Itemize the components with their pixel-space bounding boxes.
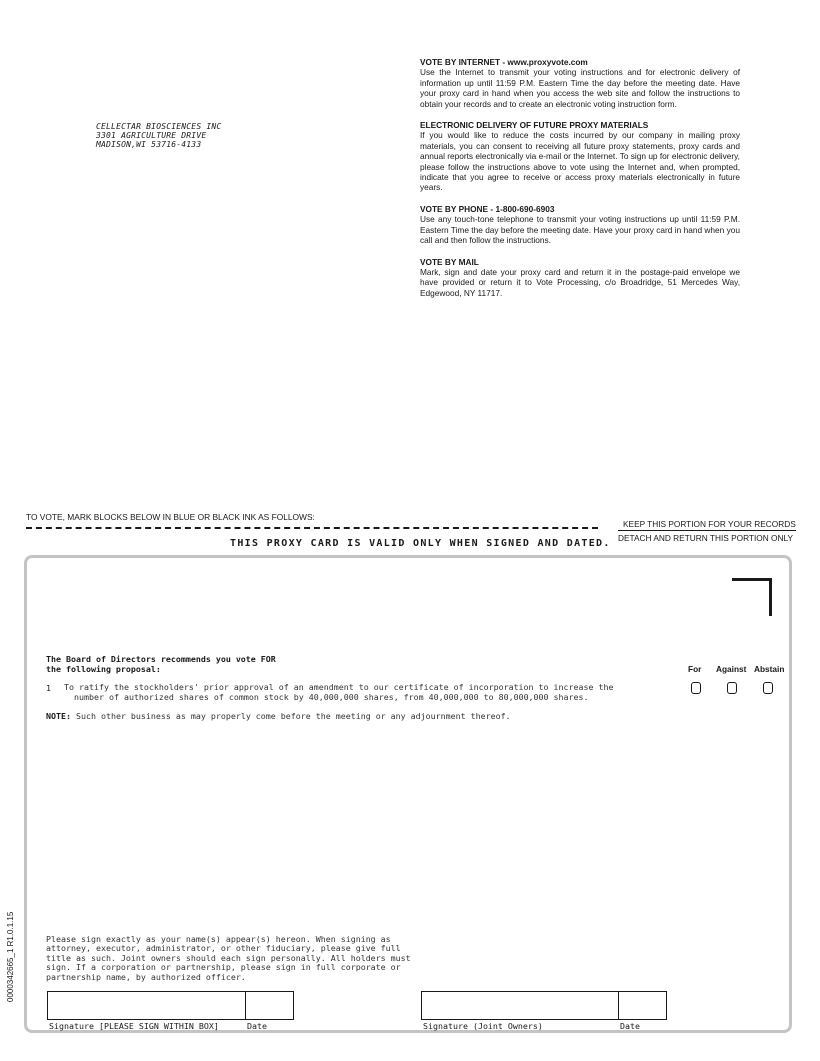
vote-header-against: Against [716,664,747,674]
corner-mark [732,578,772,616]
signing-instructions-line: title as such. Joint owners should each sign personally. All holders must [46,952,411,963]
signing-instructions-line: partnership name, by authorized officer. [46,971,246,982]
keep-portion-label: KEEP THIS PORTION FOR YOUR RECORDS [623,519,796,529]
vote-mail-heading: VOTE BY MAIL [420,256,479,267]
date-box[interactable] [246,991,294,1020]
keep-divider [618,530,796,531]
board-recommendation [46,655,276,674]
vote-for-checkbox[interactable] [691,682,701,694]
board-recommendation-line2: the following proposal: [46,663,161,674]
joint-date-label: Date [620,1021,640,1031]
board-recommendation-line1: The Board of Directors recommends you vote FOR [46,654,276,664]
vote-mail-block [420,257,740,299]
mark-instruction: TO VOTE, MARK BLOCKS BELOW IN BLUE OR BLACK INK AS FOLLOWS: [26,512,315,522]
vote-phone-block [420,204,740,246]
signing-instructions-line: Please sign exactly as your name(s) appear(s) hereon. When signing as [46,934,391,944]
signing-instructions [46,935,411,982]
electronic-delivery-block [420,120,740,193]
signature-box[interactable] [47,991,246,1020]
vote-abstain-checkbox[interactable] [763,682,773,694]
company-name: CELLECTAR BIOSCIENCES INC [96,122,222,131]
company-city: MADISON,WI 53716-4133 [96,140,202,149]
vote-internet-block [420,57,740,109]
vote-header-for: For [688,664,702,674]
signing-instructions-line: sign. If a corporation or partnership, please sign in full corporate or [46,962,401,973]
note-label: NOTE: [46,711,71,721]
electronic-delivery-heading: ELECTRONIC DELIVERY OF FUTURE PROXY MATERIALS [420,120,649,131]
electronic-delivery-body: If you would like to reduce the costs incurred by our company in mailing proxy materials, you can consent to receiving all future proxy statements, proxy cards and annual reports electronically via e-mail or the Internet. To sign up for electronic delivery, please follow the instructions above to vote using the Internet and, when prompted, indicate that you agree to receive or access proxy materials electronically in future years. [420,130,740,193]
vote-phone-heading: VOTE BY PHONE - 1-800-690-6903 [420,203,555,214]
vote-header-abstain: Abstain [754,664,785,674]
tear-dashed-line [26,527,598,529]
proposal-number: 1 [46,683,51,693]
company-address [96,122,221,149]
control-code-text: 0000342665_1 R1.0.1.15 [6,911,15,1002]
company-street: 3301 AGRICULTURE DRIVE [96,131,207,140]
joint-date-box[interactable] [619,991,667,1020]
voting-instructions [420,57,740,309]
vote-phone-body: Use any touch-tone telephone to transmit your voting instructions up until 11:59 P.M. Eastern Time the day before the meeting date. Have your proxy card in hand when you call and then follow the instructions. [420,214,740,246]
vote-internet-body: Use the Internet to transmit your voting instructions and for electronic delivery of information up until 11:59 P.M. Eastern Time the day before the meeting date. Have your proxy card in hand when you access the web site and follow the instructions to obtain your records and to create an electronic voting instruction form. [420,67,740,109]
detach-portion-label: DETACH AND RETURN THIS PORTION ONLY [618,533,794,543]
note [46,711,511,721]
date-label: Date [247,1021,267,1031]
vote-internet-heading: VOTE BY INTERNET - www.proxyvote.com [420,57,588,67]
signing-instructions-line: attorney, executor, administrator, or other fiduciary, please give full [46,943,401,954]
valid-notice: THIS PROXY CARD IS VALID ONLY WHEN SIGNED AND DATED. [230,538,611,549]
vote-mail-body: Mark, sign and date your proxy card and return it in the postage-paid envelope we have provided or return it to Vote Processing, c/o Broadridge, 51 Mercedes Way, Edgewood, NY 11717. [420,266,740,298]
proposal-text [64,683,613,702]
note-text: Such other business as may properly come before the meeting or any adjournment thereof. [70,711,511,721]
signature-label: Signature [PLEASE SIGN WITHIN BOX] [49,1021,219,1031]
control-code [6,884,18,1004]
joint-signature-box[interactable] [421,991,619,1020]
joint-signature-label: Signature (Joint Owners) [423,1021,543,1031]
vote-against-checkbox[interactable] [727,682,737,694]
proposal-text-line1: To ratify the stockholders' prior approval of an amendment to our certificate of incorporation to increase the [64,682,614,692]
proposal-text-line2: number of authorized shares of common stock by 40,000,000 shares, from 40,000,000 to 80,000,000 shares. [74,691,589,702]
